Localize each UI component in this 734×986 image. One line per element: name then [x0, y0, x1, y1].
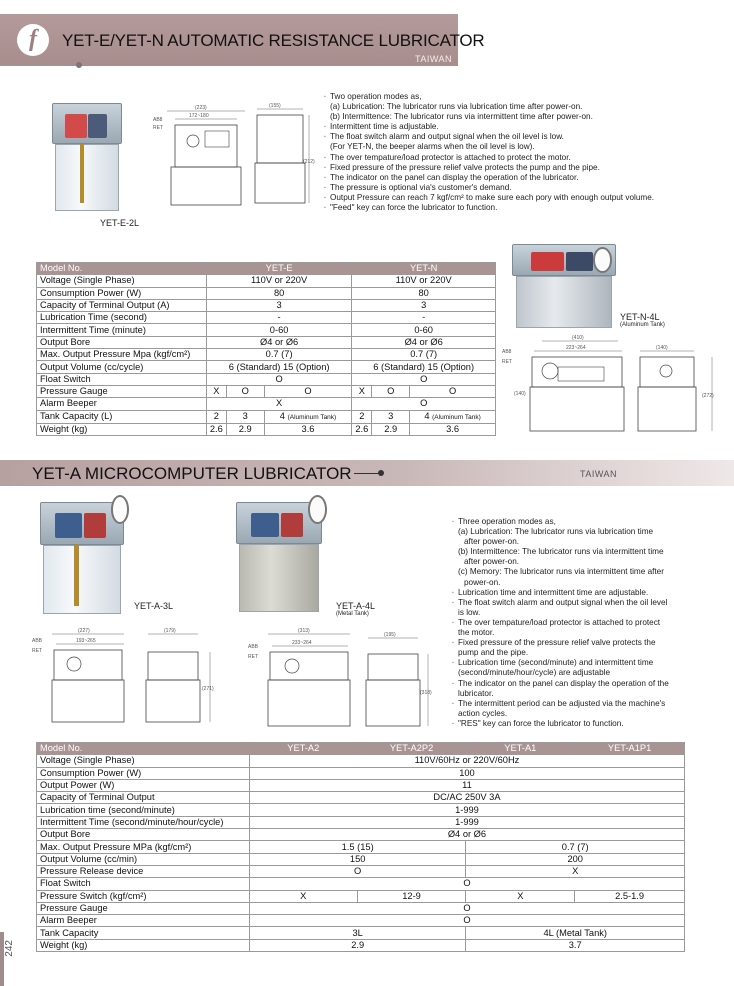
- cell: O: [249, 865, 466, 877]
- feature-item: ▪ Fixed pressure of the pressure relief valve protects the pump and the pipe.: [324, 163, 704, 173]
- feature-item: pump and the pipe.: [458, 648, 529, 658]
- cell: 0-60: [352, 324, 496, 336]
- feature-item: ▪ Lubrication time (second/minute) and intermittent time: [452, 658, 722, 668]
- yet-a-3l-caption: YET-A-3L: [134, 601, 174, 611]
- table-row: [37, 299, 496, 311]
- header-yet-a1p1: YET-A1P1: [575, 743, 685, 755]
- dim-a3-ret: RET: [32, 648, 42, 654]
- feature-item: (second/minute/hour/cycle) are adjustable: [458, 668, 611, 678]
- header-yet-a1: YET-A1: [466, 743, 575, 755]
- dim-front-width: 172~180: [189, 113, 209, 119]
- row-label: Lubrication Time (second): [37, 312, 207, 324]
- section2-title: YET-A MICROCOMPUTER LUBRICATOR: [32, 464, 352, 483]
- cell-note: (Aluminum Tank): [432, 413, 481, 421]
- row-label: Tank Capacity: [37, 927, 250, 939]
- row-label: Consumption Power (W): [37, 767, 250, 779]
- header-yet-e: YET-E: [206, 263, 352, 275]
- yet-e-n-spec-table: [36, 262, 496, 436]
- cell: 1.5 (15): [249, 841, 466, 853]
- cell: 4: [279, 410, 285, 421]
- cell: O: [206, 373, 352, 385]
- header-yet-n: YET-N: [352, 263, 496, 275]
- row-label: Pressure Gauge: [37, 902, 250, 914]
- dim-a4-top: (313): [298, 628, 310, 634]
- yet-a-3l-image: [40, 502, 124, 614]
- section1-features: [324, 92, 704, 213]
- table-row: [37, 902, 685, 914]
- yet-e-front-drawing: [153, 103, 313, 213]
- cell: 100: [249, 767, 684, 779]
- cell: 6 (Standard) 15 (Option): [206, 361, 352, 373]
- cell: 2.5-1.9: [575, 890, 685, 902]
- header-rule-dot: [76, 62, 82, 68]
- cell: 11: [249, 779, 684, 791]
- feature-item: power-on.: [464, 577, 501, 587]
- table-row: [37, 423, 496, 435]
- cell: 110V or 220V: [352, 275, 496, 287]
- cell: 80: [206, 287, 352, 299]
- header-arrow-line: [354, 473, 380, 474]
- cell: 3: [352, 299, 496, 311]
- dim-n-ret: RET: [502, 359, 512, 365]
- row-label: Intermittent Time (second/minute/hour/cycle): [37, 816, 250, 828]
- header-model: Model No.: [37, 263, 207, 275]
- cell: 1-999: [249, 804, 684, 816]
- dim-side-height: (212): [303, 159, 315, 165]
- table-row: [37, 865, 685, 877]
- table-row: [37, 853, 685, 865]
- table-row: [37, 275, 496, 287]
- feature-item: ▪ The over tempature/load protector is attached to protect the motor.: [324, 153, 704, 163]
- dim-n-height: (272): [702, 393, 714, 399]
- table-row: [37, 841, 685, 853]
- yet-a-4l-image: [236, 502, 322, 612]
- row-label: Alarm Beeper: [37, 915, 250, 927]
- dim-side-top: (155): [269, 103, 281, 109]
- dim-a3-width: 193~265: [76, 638, 96, 644]
- cell: 3: [226, 410, 264, 423]
- dim-a4-height: (318): [420, 690, 432, 696]
- cell: 150: [249, 853, 466, 865]
- cell: 3.6: [264, 423, 352, 435]
- table-row: [37, 829, 685, 841]
- section1-header: [0, 14, 485, 66]
- feature-item: ▪ The intermittent period can be adjusted via the machine's: [452, 699, 722, 709]
- section1-region: TAIWAN: [415, 54, 452, 64]
- dim-front-top: (223): [195, 105, 207, 111]
- dim-n-box: (140): [656, 345, 668, 351]
- cell: 1-999: [249, 816, 684, 828]
- yet-n-4l-image: [512, 244, 616, 328]
- cell: O: [410, 385, 496, 397]
- cell: DC/AC 250V 3A: [249, 792, 684, 804]
- feature-item: ▪ The pressure is optional via's customer's demand.: [324, 183, 704, 193]
- dim-n-ab: AB8: [502, 349, 512, 355]
- table-header-row: [37, 743, 685, 755]
- row-label: Weight (kg): [37, 423, 207, 435]
- cell: 2.9: [372, 423, 410, 435]
- feature-item: (c) Memory: The lubricator runs via intermittent time after: [458, 567, 664, 577]
- yet-a-4l-caption: YET-A-4L: [336, 601, 376, 611]
- dim-a3-top: (227): [78, 628, 90, 634]
- feature-item: the motor.: [458, 628, 495, 638]
- cell: 3L: [249, 927, 466, 939]
- cell: 3: [372, 410, 410, 423]
- feature-item: ▪ Fixed pressure of the pressure relief valve protects the: [452, 638, 722, 648]
- dim-a3-box: (179): [164, 628, 176, 634]
- feature-item: ▪ Two operation modes as,: [324, 92, 704, 102]
- feature-item: (For YET-N, the beeper alarms when the oil level is low).: [330, 142, 535, 152]
- table-row: [37, 816, 685, 828]
- feature-item: (b) Intermittence: The lubricator runs via intermittent time after power-on.: [330, 112, 593, 122]
- table-row: [37, 939, 685, 951]
- cell: Ø4 or Ø6: [206, 336, 352, 348]
- row-label: Output Bore: [37, 829, 250, 841]
- row-label: Intermittent Time (minute): [37, 324, 207, 336]
- cell: 2.9: [249, 939, 466, 951]
- row-label: Output Volume (cc/min): [37, 853, 250, 865]
- section2-header: [0, 460, 734, 486]
- yet-e-2l-caption: YET-E-2L: [100, 218, 140, 228]
- feature-item: ▪ The over tempature/load protector is attached to protect: [452, 618, 722, 628]
- row-label: Pressure Gauge: [37, 385, 207, 397]
- cell: 4: [424, 410, 430, 421]
- dim-a3-height: (271): [202, 686, 214, 692]
- cell: 2.9: [226, 423, 264, 435]
- cell: -: [206, 312, 352, 324]
- header-yet-a2: YET-A2: [249, 743, 357, 755]
- row-label: Output Volume (cc/cycle): [37, 361, 207, 373]
- cell: O: [352, 373, 496, 385]
- cell: 110V or 220V: [206, 275, 352, 287]
- yet-n-4l-caption: YET-N-4L: [620, 312, 660, 322]
- cell: X: [466, 890, 575, 902]
- cell: 3.6: [410, 423, 496, 435]
- row-label: Float Switch: [37, 373, 207, 385]
- cell: 6 (Standard) 15 (Option): [352, 361, 496, 373]
- table-row: [37, 373, 496, 385]
- row-label: Output Bore: [37, 336, 207, 348]
- cell: 0-60: [206, 324, 352, 336]
- cell: X: [249, 890, 357, 902]
- feature-item: after power-on.: [464, 557, 520, 567]
- row-label: Float Switch: [37, 878, 250, 890]
- cell: -: [352, 312, 496, 324]
- yet-a-4l-drawing: [248, 628, 438, 732]
- feature-item: (b) Intermittence: The lubricator runs via intermittent time: [458, 547, 664, 557]
- row-label: Tank Capacity (L): [37, 410, 207, 423]
- cell: Ø4 or Ø6: [249, 829, 684, 841]
- yet-a-4l-subcaption: (Metal Tank): [336, 611, 369, 617]
- cell: 4L (Metal Tank): [466, 927, 685, 939]
- table-row: [37, 804, 685, 816]
- header-arrow-dot: [378, 470, 384, 476]
- feature-item: after power-on.: [464, 537, 520, 547]
- yet-n-drawing: [500, 335, 730, 435]
- feature-item: ▪ The indicator on the panel can display the operation of the lubricator.: [324, 173, 704, 183]
- header-model: Model No.: [37, 743, 250, 755]
- yet-a-3l-drawing: [32, 628, 222, 728]
- table-row: [37, 410, 496, 423]
- dim-a4-box: (195): [384, 632, 396, 638]
- feature-item: ▪ "Feed" key can force the lubricator to function.: [324, 203, 704, 213]
- cell: O: [264, 385, 352, 397]
- row-label: Max. Output Pressure MPa (kgf/cm²): [37, 841, 250, 853]
- feature-item: (a) Lubrication: The lubricator runs via lubrication time after power-on.: [330, 102, 583, 112]
- yet-n-4l-subcaption: (Aluminum Tank): [620, 322, 665, 328]
- cell: 3.7: [466, 939, 685, 951]
- row-label: Voltage (Single Phase): [37, 755, 250, 767]
- feature-item: is low.: [458, 607, 481, 617]
- feature-item: ▪ The indicator on the panel can display the operation of the: [452, 679, 722, 689]
- cell: 0.7 (7): [466, 841, 685, 853]
- yet-e-2l-image: [52, 103, 122, 211]
- dim-label-ret: RET: [153, 125, 163, 131]
- table-row: [37, 779, 685, 791]
- cell: X: [352, 385, 372, 397]
- row-label: Max. Output Pressure Mpa (kgf/cm²): [37, 349, 207, 361]
- feature-item: ▪ The float switch alarm and output signal when the oil level is low.: [324, 132, 704, 142]
- yet-a-spec-table: [36, 742, 685, 952]
- feature-item: ▪ "RES" key can force the lubricator to function.: [452, 719, 722, 729]
- feature-item: ▪ The float switch alarm and output signal when the oil level: [452, 598, 722, 608]
- cell: 2.6: [352, 423, 372, 435]
- table-row: [37, 349, 496, 361]
- row-label: Alarm Beeper: [37, 398, 207, 410]
- cell-note: (Aluminum Tank): [287, 413, 337, 421]
- table-header-row: [37, 263, 496, 275]
- table-row: [37, 767, 685, 779]
- brand-logo: f: [17, 24, 49, 56]
- cell: X: [466, 865, 685, 877]
- cell: O: [226, 385, 264, 397]
- table-row: [37, 878, 685, 890]
- dim-a4-ret: RET: [248, 654, 258, 660]
- dim-a4-width: 233~264: [292, 640, 312, 646]
- cell: 3: [206, 299, 352, 311]
- row-label: Output Power (W): [37, 779, 250, 791]
- table-row: [37, 312, 496, 324]
- table-row: [37, 324, 496, 336]
- cell: 200: [466, 853, 685, 865]
- feature-item: (a) Lubrication: The lubricator runs via lubrication time: [458, 527, 654, 537]
- cell: 110V/60Hz or 220V/60Hz: [249, 755, 684, 767]
- table-row: [37, 287, 496, 299]
- row-label: Consumption Power (W): [37, 287, 207, 299]
- feature-item: ▪ Output Pressure can reach 7 kgf/cm² to make sure each pory with enough output volume.: [324, 193, 704, 203]
- section2-region: TAIWAN: [580, 469, 617, 479]
- feature-item: ▪ Lubrication time and intermittent time are adjustable.: [452, 588, 722, 598]
- table-row: [37, 890, 685, 902]
- row-label: Pressure Release device: [37, 865, 250, 877]
- header-rule: [0, 65, 80, 66]
- table-row: [37, 755, 685, 767]
- cell: O: [372, 385, 410, 397]
- cell: 2.6: [206, 423, 226, 435]
- row-label: Capacity of Terminal Output (A): [37, 299, 207, 311]
- table-row: [37, 398, 496, 410]
- section1-title: YET-E/YET-N AUTOMATIC RESISTANCE LUBRICATOR: [62, 31, 485, 50]
- cell: X: [206, 398, 352, 410]
- table-row: [37, 927, 685, 939]
- header-yet-a2p2: YET-A2P2: [357, 743, 466, 755]
- table-row: [37, 915, 685, 927]
- dim-label-ab: AB8: [153, 117, 163, 123]
- cell: O: [352, 398, 496, 410]
- cell: 2: [206, 410, 226, 423]
- cell: 0.7 (7): [206, 349, 352, 361]
- cell: O: [249, 878, 684, 890]
- cell: O: [249, 915, 684, 927]
- feature-item: action cycles.: [458, 708, 508, 718]
- feature-item: ▪ Intermittent time is adjustable.: [324, 122, 704, 132]
- cell: X: [206, 385, 226, 397]
- table-row: [37, 385, 496, 397]
- cell: 80: [352, 287, 496, 299]
- dim-n-top: (410): [572, 335, 584, 341]
- dim-n-box-a: (140): [514, 391, 526, 397]
- row-label: Voltage (Single Phase): [37, 275, 207, 287]
- row-label: Weight (kg): [37, 939, 250, 951]
- cell: 12-9: [357, 890, 466, 902]
- section2-features: [452, 517, 722, 729]
- row-label: Lubrication time (second/minute): [37, 804, 250, 816]
- table-row: [37, 361, 496, 373]
- feature-item: lubricator.: [458, 688, 494, 698]
- table-row: [37, 792, 685, 804]
- cell: 2: [352, 410, 372, 423]
- dim-a3-ab: ABB: [32, 638, 43, 644]
- dim-a4-ab: ABB: [248, 644, 259, 650]
- page-number: 242: [4, 940, 15, 957]
- dim-n-width: 223~264: [566, 345, 586, 351]
- row-label: Pressure Switch (kgf/cm²): [37, 890, 250, 902]
- feature-item: ▪ Three operation modes as,: [452, 517, 722, 527]
- table-row: [37, 336, 496, 348]
- cell: Ø4 or Ø6: [352, 336, 496, 348]
- cell: O: [249, 902, 684, 914]
- row-label: Capacity of Terminal Output: [37, 792, 250, 804]
- cell: 0.7 (7): [352, 349, 496, 361]
